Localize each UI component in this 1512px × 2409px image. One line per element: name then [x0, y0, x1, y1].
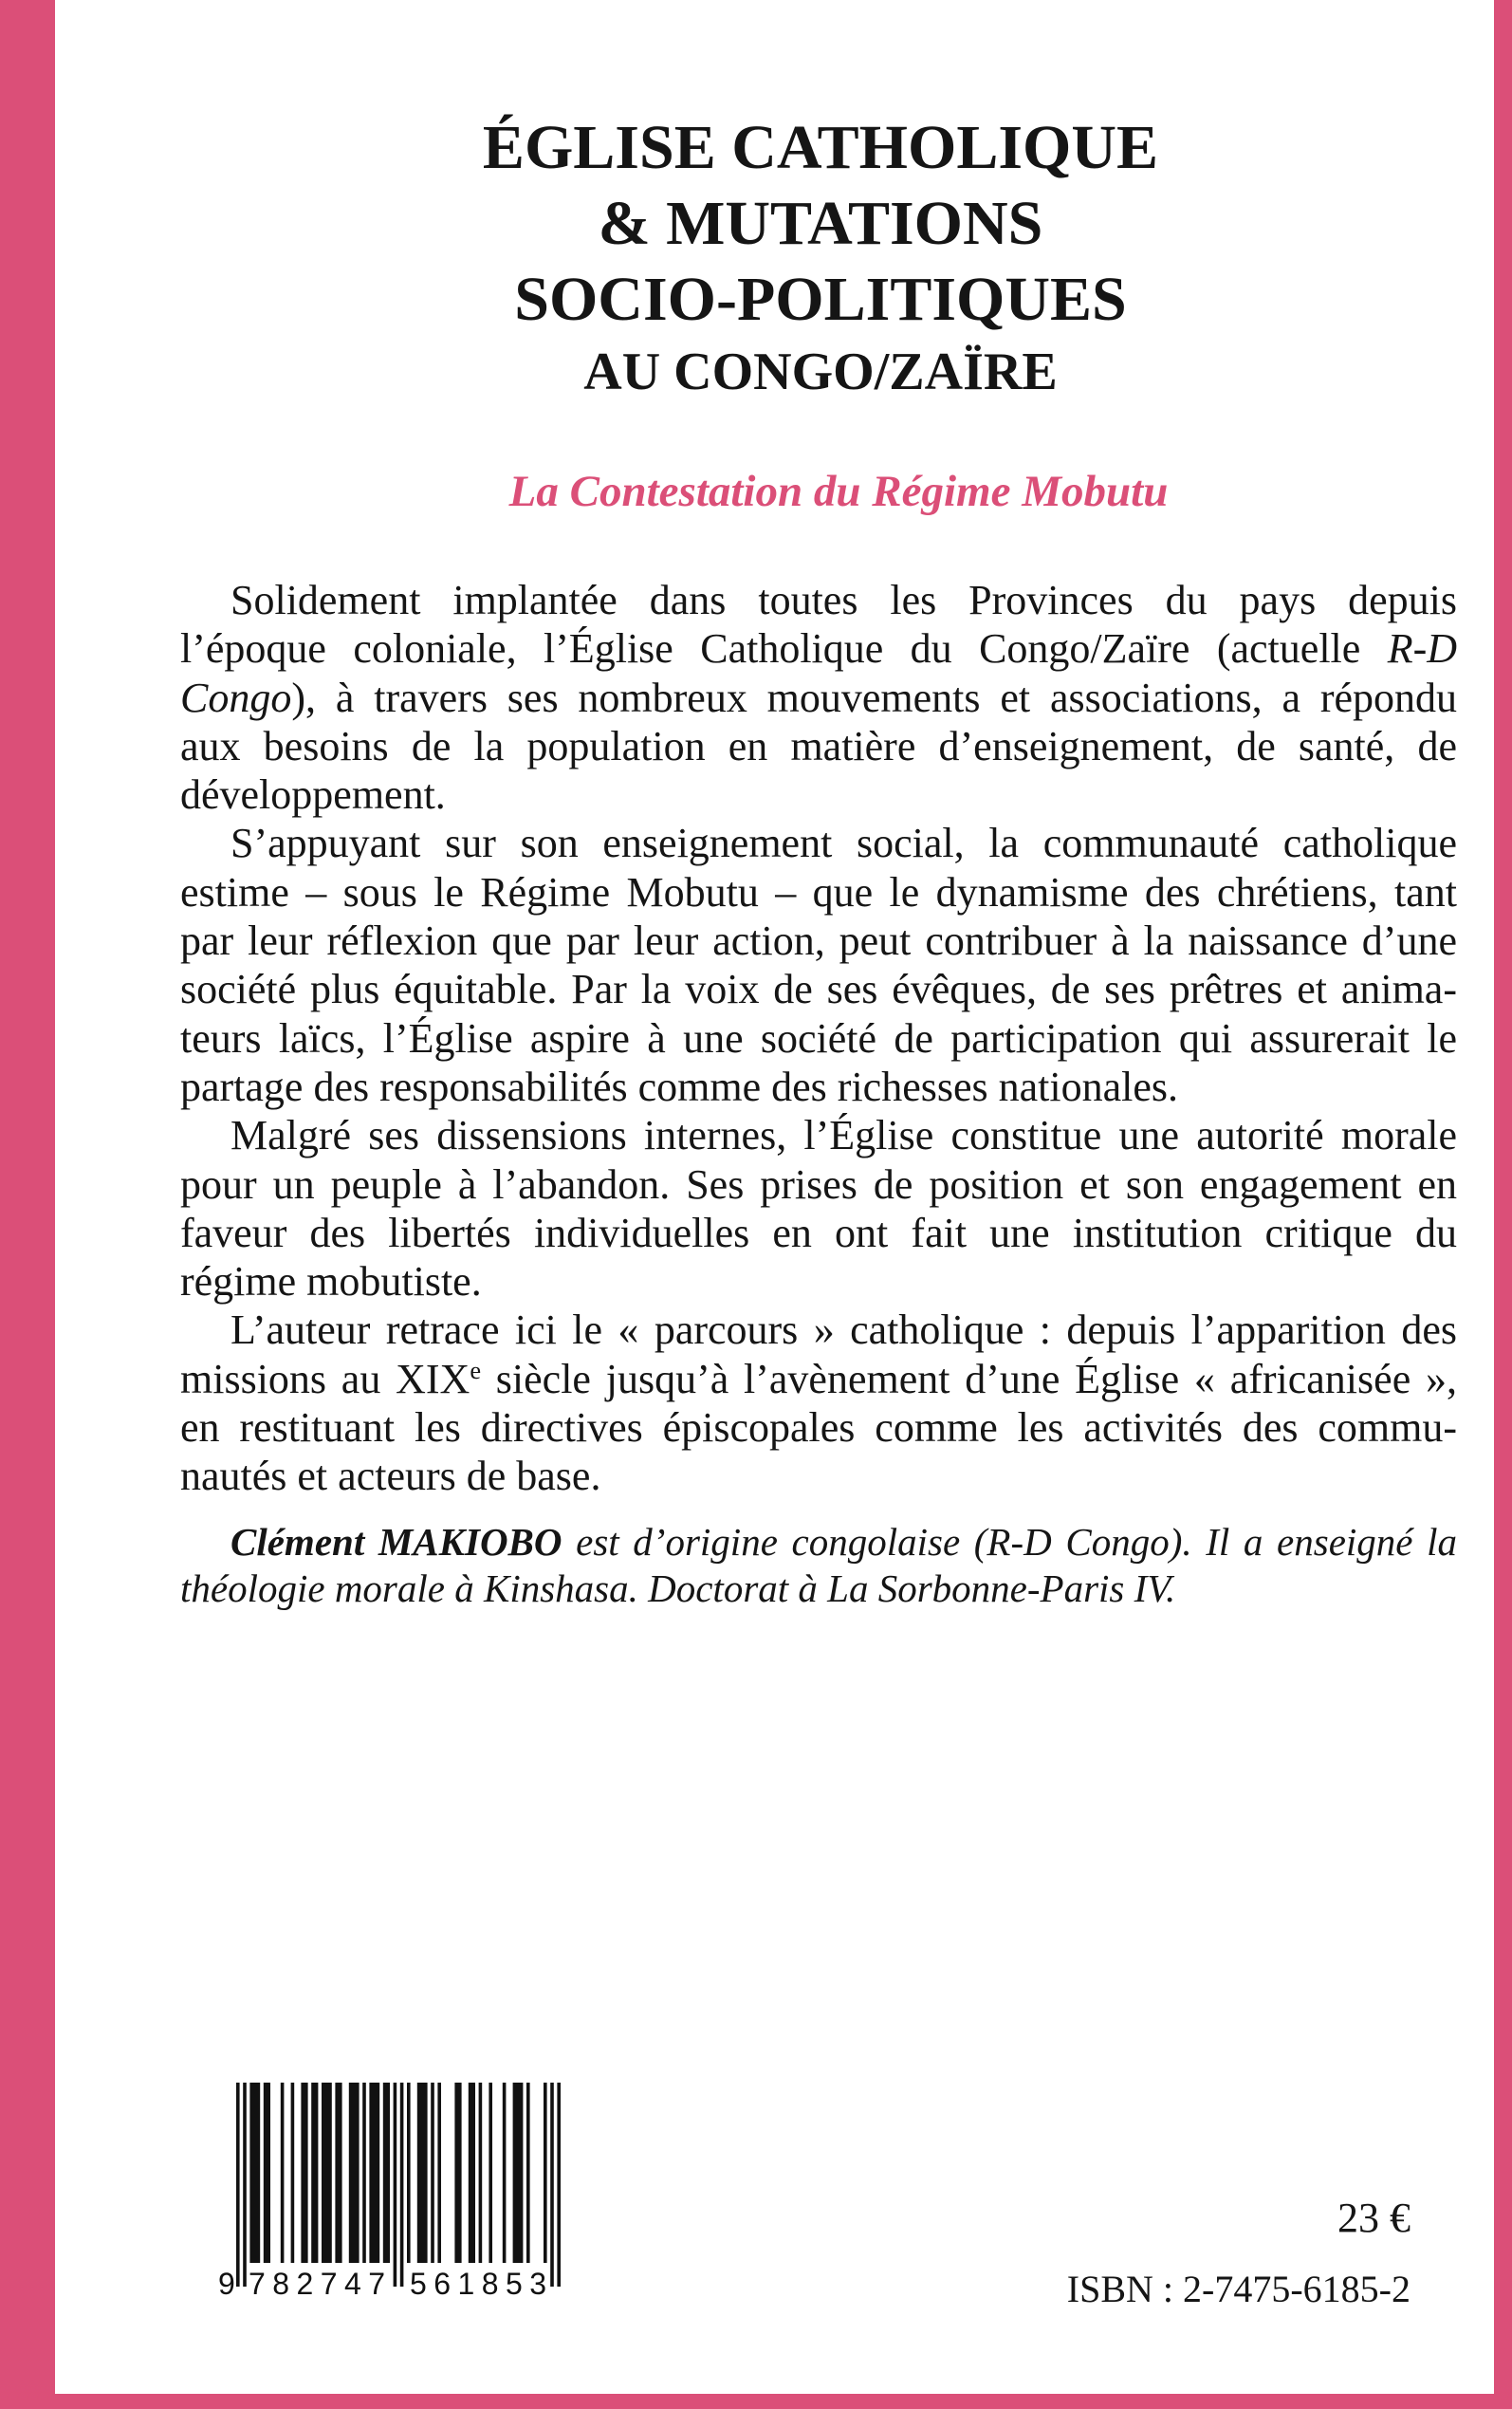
barcode-bar [335, 2083, 341, 2263]
text-segment: pour un peuple à l’abandon. Ses prises de position et son engagement en [180, 1160, 1457, 1208]
left-border-stripe [0, 0, 55, 2409]
barcode-bar [394, 2083, 397, 2287]
barcode-bar [503, 2083, 507, 2263]
price-label: 23 € [1337, 2195, 1411, 2241]
text-line [180, 1403, 1457, 1452]
text-line [180, 1257, 1457, 1306]
text-segment: teurs laïcs, l’Église aspire à une société de participation qui assurerait le [180, 1014, 1457, 1062]
text-segment: nautés et acteurs de base. [180, 1453, 601, 1500]
bio-line [180, 1566, 1457, 1612]
text-segment: régime mobutiste. [180, 1258, 482, 1306]
barcode-bar [281, 2083, 285, 2263]
text-segment: société plus équitable. Par la voix de ses évêques, de ses prêtres et anima- [180, 966, 1457, 1013]
right-border-stripe [1494, 0, 1512, 2409]
text-line [180, 819, 1457, 867]
text-line [180, 624, 1457, 673]
barcode-bar [544, 2083, 547, 2263]
text-segment: aux besoins de la population en matière d’enseignement, de santé, de [180, 722, 1457, 769]
text-line [180, 917, 1457, 965]
book-title [230, 110, 1411, 407]
text-line [180, 722, 1457, 770]
barcode [215, 2078, 566, 2306]
text-segment: partage des responsabilités comme des richesses nationales. [180, 1063, 1179, 1110]
barcode-bar [249, 2083, 260, 2263]
barcode-bar [513, 2083, 524, 2263]
barcode-bar [243, 2083, 247, 2287]
text-segment: l’époque coloniale, l’Église Catholique du Congo/Zaïre (actuelle [180, 625, 1388, 673]
text-line [180, 1111, 1457, 1159]
text-segment: théologie morale à Kinshasa. Doctorat à La Sorbonne-Paris IV. [180, 1566, 1176, 1610]
text-line [180, 674, 1457, 722]
barcode-bar [349, 2083, 360, 2263]
text-line [180, 1063, 1457, 1111]
barcode-bar [469, 2083, 475, 2263]
text-line [180, 1014, 1457, 1063]
text-segment: Solidement implantée dans toutes les Provinces du pays depuis [230, 577, 1457, 623]
barcode-bar [557, 2083, 561, 2287]
barcode-bar [526, 2083, 530, 2263]
barcode-bar [437, 2083, 441, 2263]
barcode-bar [291, 2083, 295, 2263]
text-segment: ), à travers ses nombreux mouvements et associations, a répondu [291, 674, 1457, 721]
barcode-digit-prefix: 9 [218, 2267, 235, 2301]
barcode-bar [322, 2083, 332, 2263]
text-segment: estime – sous le Régime Mobutu – que le dynamisme des chrétiens, tant [180, 868, 1457, 916]
barcode-bar [311, 2083, 318, 2263]
superscript-text: e [470, 1356, 482, 1385]
text-line [180, 1452, 1457, 1500]
text-line [180, 1306, 1457, 1354]
barcode-bar [400, 2083, 404, 2287]
author-bio [180, 1519, 1457, 1612]
barcode-bar [454, 2083, 461, 2263]
text-line [180, 1209, 1457, 1257]
barcode-bar [479, 2083, 483, 2263]
title-line-2: & MUTATIONS [598, 189, 1043, 258]
text-segment: R-D [1387, 625, 1457, 673]
barcode-bar [383, 2083, 390, 2263]
text-line [180, 1160, 1457, 1209]
barcode-bar [236, 2083, 240, 2287]
author-name: Clément MAKIOBO [230, 1520, 562, 1564]
text-segment: Malgré ses dissensions internes, l’Église constitue une autorité morale [230, 1112, 1457, 1159]
blurb-text [180, 576, 1457, 1501]
barcode-bar [362, 2083, 366, 2263]
book-subtitle: La Contestation du Régime Mobutu [508, 467, 1169, 516]
text-segment: en restituant les directives épiscopales comme les activités des commu- [180, 1404, 1457, 1452]
bottom-border-stripe [0, 2394, 1512, 2409]
barcode-bar [431, 2083, 434, 2263]
text-segment: faveur des libertés individuelles en ont fait une institution critique du [180, 1209, 1457, 1256]
text-line [180, 770, 1457, 819]
text-segment: missions au XIX [180, 1355, 470, 1402]
barcode-bar [489, 2083, 492, 2263]
barcode-bar [369, 2083, 379, 2263]
text-line [180, 576, 1457, 624]
text-line [180, 1355, 1457, 1403]
isbn-label: ISBN : 2-7475-6185-2 [1066, 2268, 1411, 2310]
text-segment: est d’origine congolaise (R-D Congo). Il a enseigné la [562, 1520, 1457, 1564]
barcode-bar [417, 2083, 428, 2263]
paragraph [180, 819, 1457, 1111]
paragraph [180, 1111, 1457, 1306]
bio-line [180, 1519, 1457, 1566]
text-segment: siècle jusqu’à l’avènement d’une Église « africanisée », [481, 1355, 1457, 1402]
text-segment: par leur réflexion que par leur action, peut contribuer à la naissance d’une [180, 917, 1457, 965]
text-segment: L’auteur retrace ici le « parcours » catholique : depuis l’apparition des [230, 1306, 1457, 1354]
text-line [180, 868, 1457, 917]
barcode-bars [236, 2083, 561, 2287]
text-segment: Congo [180, 674, 292, 721]
paragraph [180, 1306, 1457, 1500]
title-line-3: SOCIO-POLITIQUES [514, 265, 1127, 334]
barcode-bar [407, 2083, 411, 2263]
title-line-4: AU CONGO/ZAÏRE [583, 343, 1058, 401]
text-line [180, 965, 1457, 1013]
paragraph [180, 576, 1457, 819]
text-segment: S’appuyant sur son enseignement social, la communauté catholique [230, 820, 1457, 867]
barcode-bar [264, 2083, 270, 2263]
barcode-digits-left: 782747 [249, 2267, 385, 2301]
title-line-1: ÉGLISE CATHOLIQUE [482, 113, 1159, 182]
text-segment: développement. [180, 771, 446, 819]
barcode-bar [301, 2083, 307, 2263]
barcode-bar [550, 2083, 554, 2287]
barcode-digits-right: 561853 [410, 2267, 546, 2301]
